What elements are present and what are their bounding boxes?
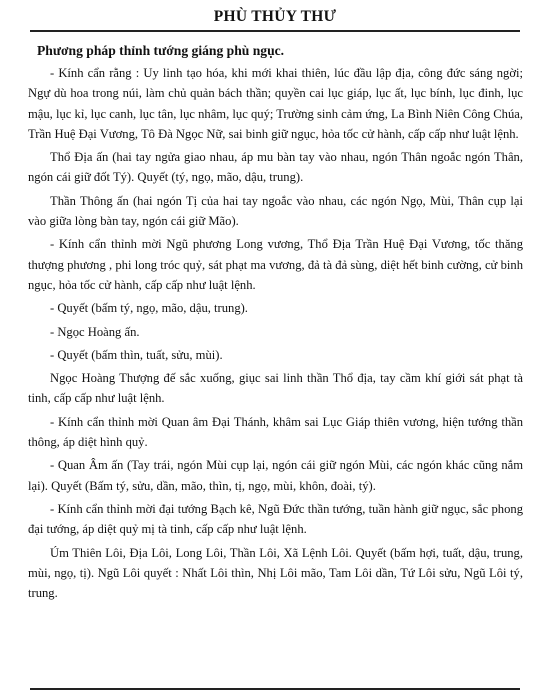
footer-divider <box>30 688 520 690</box>
paragraph: - Kính cẩn rằng : Uy linh tạo hóa, khi mới khai thiên, lúc đầu lập địa, công đức sáng ngời; Ngự dù hoa trong núi, làm chủ quản bách thần; quyền cai lục giáp, lục ất, lục bính, lục đinh, lục mậu, lục kỉ, lục canh, lục tân, lục nhâm, lục quý; Trường sinh cảm ứng, La Bình Niên Công Chúa, Trần Huệ Đại Vương, Tô Đà Ngọc Nữ, sai binh giữ ngục, hỏa tốc cử hành, cấp cấp như luật lệnh. <box>28 66 523 141</box>
paragraph: - Kính cẩn thỉnh mời Quan âm Đại Thánh, khâm sai Lục Giáp thiên vương, hiện tướng thần thông, áp diệt hình quỷ. <box>28 414 523 450</box>
section-title: Phương pháp thỉnh tướng giáng phù ngục. <box>37 43 285 58</box>
page-header <box>30 6 520 32</box>
page-title: PHÙ THỦY THƯ <box>213 8 337 25</box>
paragraph: Thần Thông ấn (hai ngón Tị của hai tay ngoắc vào nhau, các ngón Ngọ, Mùi, Thân cụp lại vào giữa lòng bàn tay, ngón cái giữ Mão). <box>28 193 523 229</box>
paragraph: - Quyết (bấm tý, ngọ, mão, dậu, trung). <box>50 301 248 316</box>
header-divider <box>30 30 520 32</box>
paragraph: Úm Thiên Lôi, Địa Lôi, Long Lôi, Thần Lôi, Xã Lệnh Lôi. Quyết (bấm hợi, tuất, dậu, trung, mùi, ngọ, tị). Ngũ Lôi quyết : Nhất Lôi thìn, Nhị Lôi mão, Tam Lôi dần, Tứ Lôi sửu, Ngũ Lôi tý, trung. <box>28 545 523 601</box>
paragraph: - Kính cẩn thỉnh mời Ngũ phương Long vương, Thổ Địa Trần Huệ Đại Vương, tốc thăng thượng phương , phi long tróc quỷ, sát phạt ma vương, đả tà đả sùng, diệt hết binh cường, cử binh ngục, hỏa tốc cử hành, cấp cấp như luật lệnh. <box>28 237 523 292</box>
page-body <box>28 40 523 606</box>
paragraph: - Kính cẩn thỉnh mời đại tướng Bạch kê, Ngũ Đức thần tướng, tuần hành giữ ngục, sắc phong đại tướng, áp diệt quỷ mị tà tinh, cấp cấp như luật lệnh. <box>28 501 523 537</box>
paragraph: - Ngọc Hoàng ấn. <box>50 324 140 339</box>
paragraph: Thổ Địa ấn (hai tay ngửa giao nhau, áp mu bàn tay vào nhau, ngón Thân ngoắc ngón Thân, ngón cái giữ đốt Tý). Quyết (tý, ngọ, mão, dậu, trung). <box>28 150 523 185</box>
paragraph: Ngọc Hoàng Thượng đế sắc xuống, giục sai linh thần Thổ địa, tay cầm khí giới sát phạt tà tinh, cấp cấp như luật lệnh. <box>28 371 523 406</box>
paragraph: - Quyết (bấm thìn, tuất, sửu, mùi). <box>50 347 223 362</box>
paragraph: - Quan Âm ấn (Tay trái, ngón Mùi cụp lại, ngón cái giữ ngón Mùi, các ngón khác cũng nắm lại). Quyết (Bấm tý, sửu, dần, mão, thìn, tị, ngọ, mùi, khôn, đoài, tý). <box>28 458 523 493</box>
